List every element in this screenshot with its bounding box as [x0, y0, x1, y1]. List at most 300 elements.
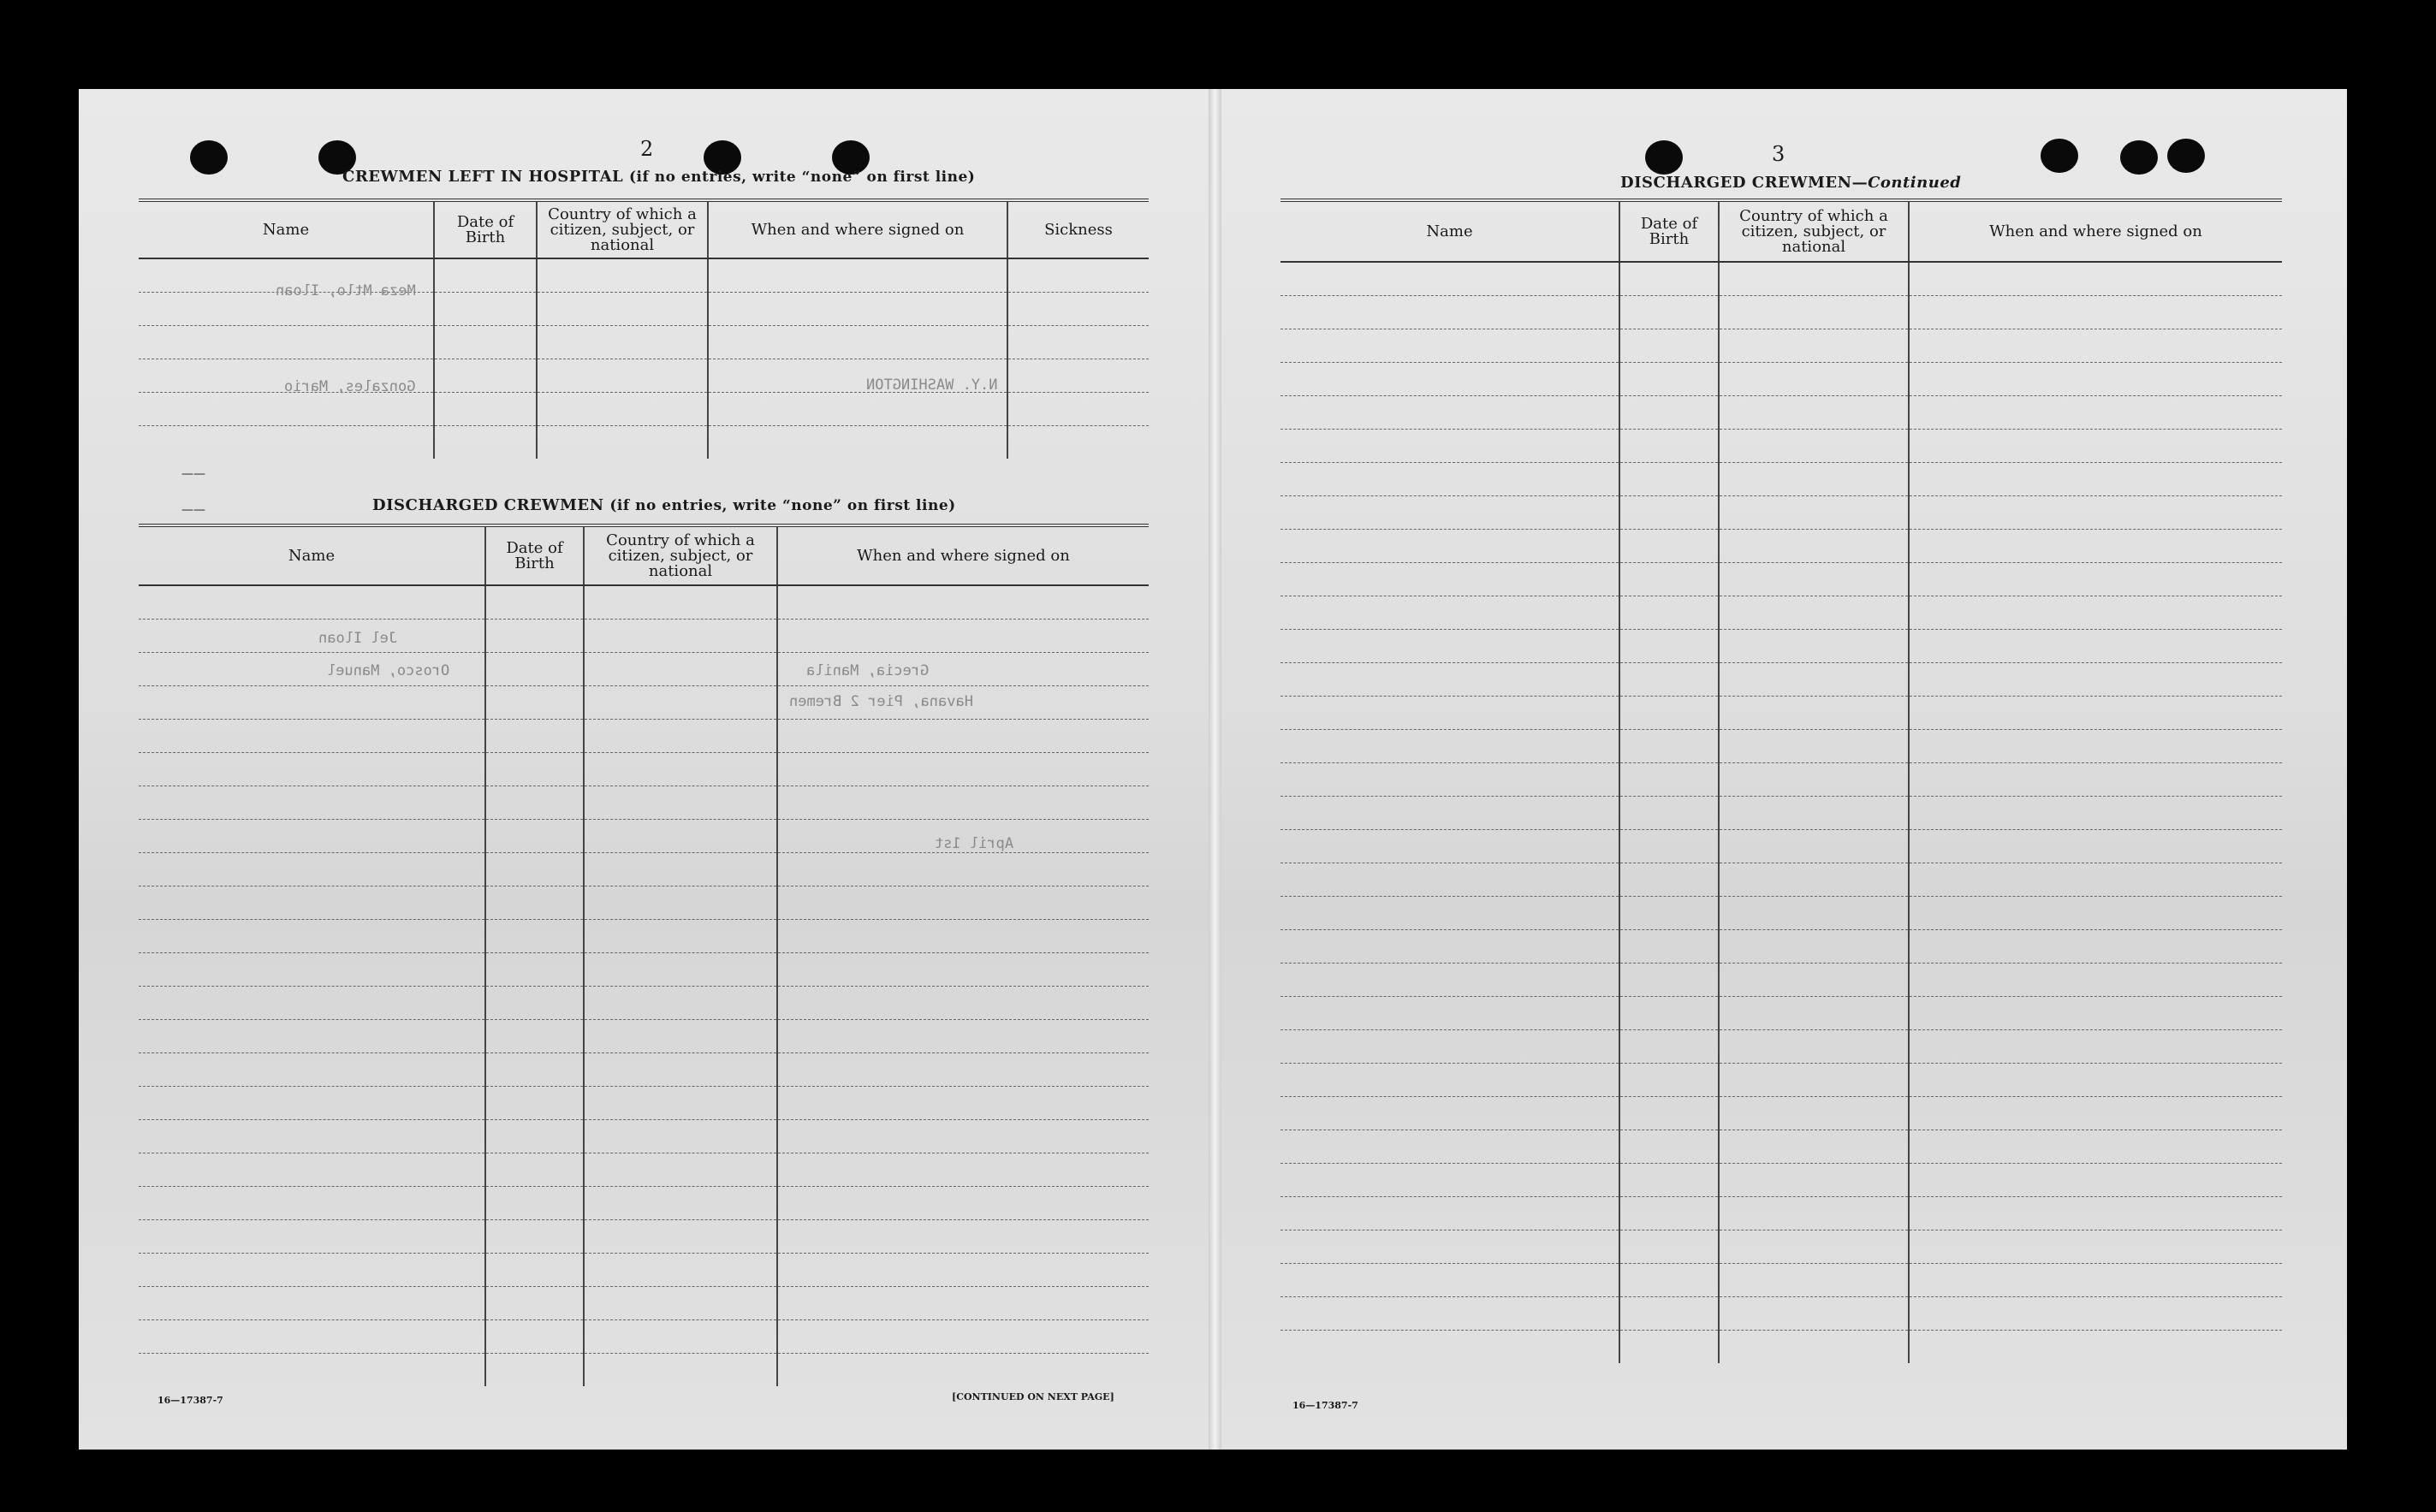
- table-cell: [1719, 930, 1909, 964]
- table-cell: [1719, 496, 1909, 530]
- table-cell: [1909, 1130, 2282, 1164]
- table-row: [1280, 296, 2282, 329]
- table-row: [139, 753, 1149, 786]
- table-row: [1280, 1197, 2282, 1230]
- table-row: [1280, 363, 2282, 396]
- table-cell: [485, 853, 584, 886]
- table-row: [1280, 763, 2282, 797]
- table-cell: [777, 1220, 1149, 1254]
- table-cell: [1909, 1264, 2282, 1297]
- table-cell: [1909, 630, 2282, 663]
- column-header-country: Country of which a citizen, subject, or national: [1719, 200, 1909, 262]
- table-cell: [1909, 930, 2282, 964]
- table-row: [1280, 1331, 2282, 1364]
- table-cell: [1619, 463, 1719, 496]
- table-cell: [777, 920, 1149, 953]
- table-cell: [1280, 596, 1619, 630]
- table-cell: [1719, 1297, 1909, 1331]
- table-row: [1280, 663, 2282, 697]
- table-cell: [1719, 797, 1909, 830]
- table-cell: [1719, 663, 1909, 697]
- table-cell: [485, 786, 584, 820]
- table-cell: [1619, 1297, 1719, 1331]
- table-row: [1280, 1297, 2282, 1331]
- table-cell: [1280, 663, 1619, 697]
- table-row: [1280, 329, 2282, 363]
- table-cell: [139, 886, 485, 920]
- table-cell: [1280, 797, 1619, 830]
- table-cell: [1280, 396, 1619, 430]
- table-cell: [485, 1153, 584, 1187]
- left-page: [79, 89, 1209, 1450]
- table-cell: [1280, 697, 1619, 730]
- table-cell: [1719, 596, 1909, 630]
- table-cell: [584, 1187, 777, 1220]
- table-cell: [584, 1053, 777, 1087]
- table-cell: [1909, 763, 2282, 797]
- table-cell: [1909, 396, 2282, 430]
- table-cell: [485, 653, 584, 686]
- table-cell: [1719, 363, 1909, 396]
- table-row: [1280, 1164, 2282, 1197]
- table-cell: [1280, 730, 1619, 763]
- table-cell: [1909, 1297, 2282, 1331]
- table-cell: [485, 1354, 584, 1387]
- table-cell: [485, 1087, 584, 1120]
- table-cell: [1280, 964, 1619, 997]
- table-cell: [1280, 496, 1619, 530]
- table-cell: [777, 953, 1149, 987]
- table-cell: [485, 920, 584, 953]
- table-cell: [584, 953, 777, 987]
- column-header-signed-on: When and where signed on: [708, 200, 1007, 258]
- table-cell: [777, 720, 1149, 753]
- discharged-continued-table: [1280, 199, 2282, 1363]
- table-cell: [485, 720, 584, 753]
- table-cell: [1619, 697, 1719, 730]
- table-cell: [1909, 363, 2282, 396]
- table-cell: [139, 1220, 485, 1254]
- table-cell: [1619, 830, 1719, 863]
- table-row: [139, 1120, 1149, 1153]
- column-header-date-of-birth: Date of Birth: [1619, 200, 1719, 262]
- table-cell: [485, 886, 584, 920]
- table-row: [139, 1153, 1149, 1187]
- table-cell: [139, 1320, 485, 1354]
- table-cell: [485, 1020, 584, 1053]
- table-row: [1280, 1130, 2282, 1164]
- table-cell: [584, 1020, 777, 1053]
- table-cell: [1719, 1164, 1909, 1197]
- table-cell: [777, 1187, 1149, 1220]
- bleed-through-text: Jel Iloan: [318, 630, 398, 647]
- table-cell: [1719, 530, 1909, 563]
- table-cell: [584, 1354, 777, 1387]
- table-row: [1280, 964, 2282, 997]
- table-cell: [584, 1087, 777, 1120]
- table-row: [1280, 596, 2282, 630]
- table-cell: [777, 620, 1149, 653]
- column-header-sickness: Sickness: [1007, 200, 1149, 258]
- mark: ——: [181, 467, 205, 481]
- bleed-through-text: Meza Mtlo, Iloan: [276, 282, 416, 299]
- table-row: [1280, 730, 2282, 763]
- table-cell: [139, 1087, 485, 1120]
- table-cell: [1909, 1164, 2282, 1197]
- table-cell: [777, 1320, 1149, 1354]
- table-row: [139, 1287, 1149, 1320]
- table-cell: [485, 1120, 584, 1153]
- table-row: [1280, 830, 2282, 863]
- column-header-name: Name: [139, 200, 434, 258]
- table-cell: [584, 920, 777, 953]
- table-cell: [1280, 1331, 1619, 1364]
- table-row: [139, 1220, 1149, 1254]
- table-cell: [139, 987, 485, 1020]
- table-cell: [1619, 329, 1719, 363]
- table-cell: [485, 953, 584, 987]
- form-number: 16—17387-7: [1292, 1400, 1358, 1411]
- table-cell: [1619, 530, 1719, 563]
- table-cell: [1719, 964, 1909, 997]
- table-cell: [1719, 262, 1909, 296]
- table-cell: [485, 1320, 584, 1354]
- table-cell: [1280, 1030, 1619, 1064]
- punch-hole: [2041, 139, 2078, 173]
- table-row: [139, 426, 1149, 460]
- table-cell: [139, 1120, 485, 1153]
- table-cell: [777, 1087, 1149, 1120]
- table-row: [1280, 630, 2282, 663]
- table-cell: [777, 1053, 1149, 1087]
- table-row: [139, 886, 1149, 920]
- table-cell: [1719, 296, 1909, 329]
- table-cell: [777, 1354, 1149, 1387]
- table-row: [1280, 997, 2282, 1030]
- page-number: 3: [1772, 142, 1785, 166]
- table-cell: [1719, 430, 1909, 463]
- table-cell: [1909, 964, 2282, 997]
- table-cell: [1619, 396, 1719, 430]
- table-cell: [1719, 997, 1909, 1030]
- table-row: [139, 853, 1149, 886]
- table-cell: [139, 1187, 485, 1220]
- table-cell: [1909, 997, 2282, 1030]
- table-cell: [1719, 1264, 1909, 1297]
- table-cell: [1280, 296, 1619, 329]
- table-cell: [139, 1053, 485, 1087]
- table-row: [139, 585, 1149, 620]
- table-row: [1280, 563, 2282, 596]
- table-cell: [139, 686, 485, 720]
- discharged-continued-title: DISCHARGED CREWMEN—Continued: [1620, 174, 1962, 192]
- table-cell: [1280, 1297, 1619, 1331]
- table-cell: [1280, 530, 1619, 563]
- table-cell: [1719, 1064, 1909, 1097]
- table-cell: [584, 1320, 777, 1354]
- table-cell: [584, 1120, 777, 1153]
- table-cell: [777, 853, 1149, 886]
- table-cell: [777, 1153, 1149, 1187]
- bleed-through-text: N.Y. WASHINGTON: [866, 377, 998, 394]
- table-cell: [139, 620, 485, 653]
- column-header-date-of-birth: Date of Birth: [434, 200, 537, 258]
- table-cell: [1280, 1197, 1619, 1230]
- table-cell: [1619, 1264, 1719, 1297]
- table-row: [139, 653, 1149, 686]
- table-cell: [584, 620, 777, 653]
- table-cell: [584, 753, 777, 786]
- table-cell: [1619, 1030, 1719, 1064]
- column-header-name: Name: [1280, 200, 1619, 262]
- hospital-table: [139, 199, 1149, 459]
- table-row: [139, 786, 1149, 820]
- table-row: [1280, 863, 2282, 897]
- table-row: [1280, 1064, 2282, 1097]
- table-cell: [1909, 596, 2282, 630]
- page-fold: [1209, 89, 1221, 1450]
- table-row: [139, 1053, 1149, 1087]
- table-cell: [777, 886, 1149, 920]
- table-cell: [1909, 697, 2282, 730]
- mark: ——: [181, 503, 205, 517]
- table-row: [139, 1354, 1149, 1387]
- table-cell: [485, 1254, 584, 1287]
- table-cell: [139, 920, 485, 953]
- table-cell: [777, 585, 1149, 620]
- table-cell: [139, 1287, 485, 1320]
- table-cell: [1280, 430, 1619, 463]
- table-cell: [139, 1153, 485, 1187]
- table-cell: [1619, 663, 1719, 697]
- table-cell: [1280, 630, 1619, 663]
- table-cell: [1619, 997, 1719, 1030]
- table-cell: [1909, 262, 2282, 296]
- table-row: [1280, 1030, 2282, 1064]
- table-cell: [584, 786, 777, 820]
- table-cell: [1280, 1164, 1619, 1197]
- table-row: [139, 326, 1149, 359]
- bleed-through-text: Havana, Pier 2 Bremen: [789, 693, 973, 710]
- table-cell: [1619, 262, 1719, 296]
- column-header-country: Country of which a citizen, subject, or national: [584, 525, 777, 585]
- table-cell: [1619, 730, 1719, 763]
- table-cell: [584, 886, 777, 920]
- table-cell: [1619, 1130, 1719, 1164]
- bleed-through-text: Grecia, Manila: [806, 662, 930, 679]
- table-cell: [139, 585, 485, 620]
- table-cell: [485, 987, 584, 1020]
- table-cell: [485, 1053, 584, 1087]
- table-cell: [1909, 430, 2282, 463]
- bleed-through-text: April 1st: [935, 835, 1014, 852]
- table-cell: [1280, 1130, 1619, 1164]
- table-row: [139, 620, 1149, 653]
- table-cell: [777, 987, 1149, 1020]
- table-cell: [1619, 1230, 1719, 1264]
- table-cell: [139, 1020, 485, 1053]
- page-number: 2: [640, 137, 654, 161]
- table-cell: [485, 753, 584, 786]
- table-cell: [1280, 830, 1619, 863]
- table-cell: [1280, 1264, 1619, 1297]
- table-cell: [1619, 1331, 1719, 1364]
- table-cell: [1719, 830, 1909, 863]
- table-cell: [1719, 630, 1909, 663]
- table-cell: [1909, 463, 2282, 496]
- bleed-through-text: Orosco, Manuel: [327, 662, 450, 679]
- table-cell: [1909, 530, 2282, 563]
- table-row: [139, 1320, 1149, 1354]
- form-number: 16—17387-7: [157, 1395, 223, 1406]
- table-cell: [1619, 797, 1719, 830]
- table-cell: [1280, 363, 1619, 396]
- table-cell: [1280, 1230, 1619, 1264]
- column-header-date-of-birth: Date of Birth: [485, 525, 584, 585]
- table-cell: [1909, 329, 2282, 363]
- table-cell: [777, 753, 1149, 786]
- table-cell: [1619, 1097, 1719, 1130]
- table-cell: [1909, 730, 2282, 763]
- table-cell: [139, 786, 485, 820]
- table-row: [1280, 262, 2282, 296]
- table-cell: [1280, 863, 1619, 897]
- table-cell: [1719, 763, 1909, 797]
- table-row: [139, 953, 1149, 987]
- table-cell: [1280, 463, 1619, 496]
- table-row: [1280, 1230, 2282, 1264]
- table-cell: [1280, 563, 1619, 596]
- table-cell: [1619, 630, 1719, 663]
- table-cell: [485, 686, 584, 720]
- table-cell: [1619, 930, 1719, 964]
- table-cell: [777, 1254, 1149, 1287]
- table-cell: [584, 1287, 777, 1320]
- table-cell: [1719, 863, 1909, 897]
- table-cell: [1619, 863, 1719, 897]
- column-header-country: Country of which a citizen, subject, or national: [537, 200, 708, 258]
- table-cell: [1719, 697, 1909, 730]
- table-cell: [1280, 262, 1619, 296]
- table-cell: [777, 1120, 1149, 1153]
- table-cell: [584, 720, 777, 753]
- continued-note: [CONTINUED ON NEXT PAGE]: [952, 1391, 1114, 1402]
- table-cell: [584, 686, 777, 720]
- table-row: [139, 1020, 1149, 1053]
- table-cell: [1619, 296, 1719, 329]
- table-cell: [1719, 1230, 1909, 1264]
- table-cell: [1719, 1197, 1909, 1230]
- table-cell: [1619, 897, 1719, 930]
- table-cell: [139, 820, 485, 853]
- table-cell: [584, 585, 777, 620]
- table-cell: [1719, 563, 1909, 596]
- table-row: [1280, 396, 2282, 430]
- table-row: [1280, 430, 2282, 463]
- table-row: [139, 686, 1149, 720]
- table-cell: [1619, 496, 1719, 530]
- table-row: [139, 987, 1149, 1020]
- table-row: [1280, 463, 2282, 496]
- table-cell: [1619, 1064, 1719, 1097]
- table-cell: [139, 853, 485, 886]
- column-header-signed-on: When and where signed on: [777, 525, 1149, 585]
- table-cell: [1909, 863, 2282, 897]
- table-cell: [1280, 997, 1619, 1030]
- table-row: [139, 920, 1149, 953]
- table-cell: [1719, 329, 1909, 363]
- punch-hole: [190, 140, 228, 175]
- table-cell: [139, 720, 485, 753]
- table-cell: [1619, 596, 1719, 630]
- table-row: [1280, 797, 2282, 830]
- table-row: [1280, 897, 2282, 930]
- table-cell: [1280, 897, 1619, 930]
- table-cell: [139, 753, 485, 786]
- table-cell: [584, 653, 777, 686]
- table-cell: [1909, 563, 2282, 596]
- table-cell: [1909, 663, 2282, 697]
- table-cell: [1909, 1097, 2282, 1130]
- table-cell: [584, 1153, 777, 1187]
- table-cell: [1619, 1164, 1719, 1197]
- punch-hole: [1645, 140, 1683, 175]
- table-cell: [139, 1254, 485, 1287]
- table-cell: [1280, 1064, 1619, 1097]
- table-cell: [1719, 897, 1909, 930]
- table-cell: [1280, 930, 1619, 964]
- table-row: [1280, 1264, 2282, 1297]
- table-cell: [485, 820, 584, 853]
- table-cell: [584, 853, 777, 886]
- table-row: [139, 720, 1149, 753]
- column-header-name: Name: [139, 525, 485, 585]
- table-cell: [584, 1254, 777, 1287]
- table-cell: [1909, 1331, 2282, 1364]
- table-row: [1280, 697, 2282, 730]
- table-cell: [1619, 430, 1719, 463]
- table-cell: [1909, 1230, 2282, 1264]
- table-cell: [139, 953, 485, 987]
- discharged-section-title: DISCHARGED CREWMEN (if no entries, write “none” on first line): [372, 496, 956, 514]
- table-cell: [584, 820, 777, 853]
- table-cell: [584, 1220, 777, 1254]
- table-cell: [777, 1020, 1149, 1053]
- table-cell: [1909, 1030, 2282, 1064]
- table-cell: [1909, 897, 2282, 930]
- table-cell: [1719, 1130, 1909, 1164]
- table-cell: [485, 1220, 584, 1254]
- table-cell: [485, 585, 584, 620]
- table-cell: [1909, 496, 2282, 530]
- table-row: [139, 1254, 1149, 1287]
- table-cell: [1619, 363, 1719, 396]
- table-cell: [1280, 763, 1619, 797]
- table-row: [139, 1087, 1149, 1120]
- punch-hole: [2167, 139, 2205, 173]
- table-cell: [1619, 964, 1719, 997]
- table-cell: [1909, 1064, 2282, 1097]
- table-cell: [777, 1287, 1149, 1320]
- table-cell: [1719, 396, 1909, 430]
- table-cell: [485, 1287, 584, 1320]
- table-cell: [584, 987, 777, 1020]
- table-cell: [1719, 1331, 1909, 1364]
- table-row: [1280, 1097, 2282, 1130]
- table-cell: [1909, 1197, 2282, 1230]
- table-cell: [1719, 463, 1909, 496]
- table-row: [139, 1187, 1149, 1220]
